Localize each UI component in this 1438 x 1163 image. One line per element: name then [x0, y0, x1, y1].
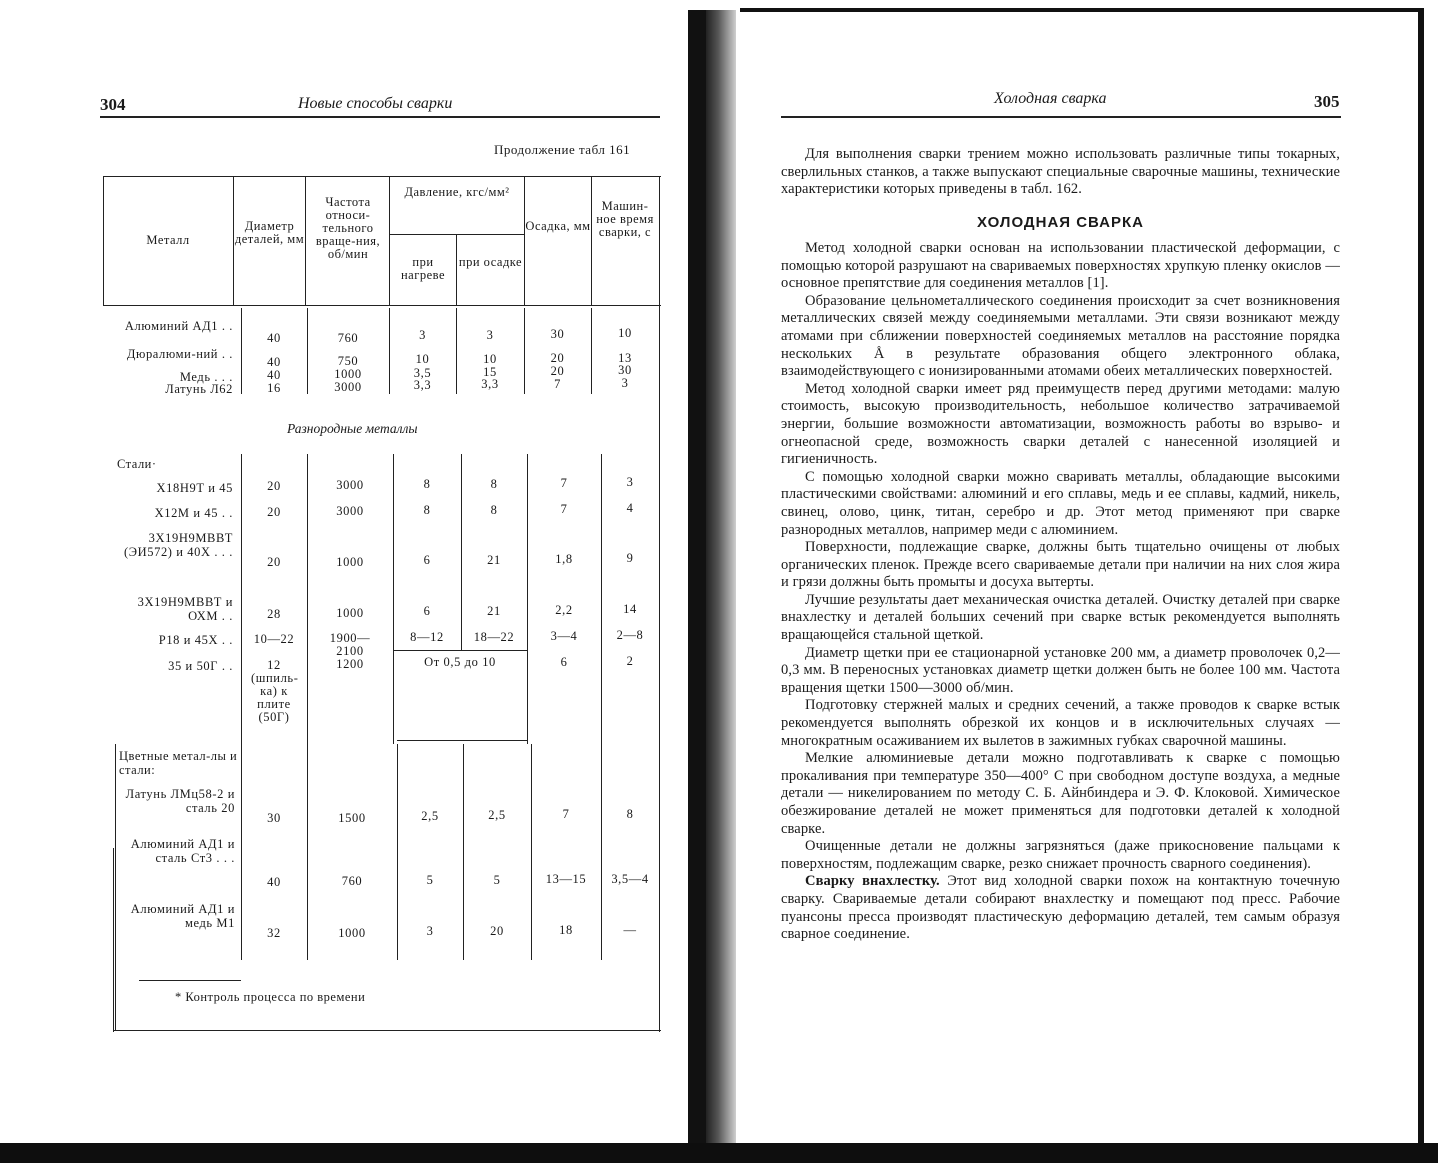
colored-row-3-u: 18: [559, 923, 573, 937]
header-pressure-heat: при нагреве: [400, 255, 446, 282]
scan-bottom-edge: [0, 1143, 1438, 1163]
steel-row-4-n: 1000: [336, 606, 364, 620]
row-t-dur: 13: [618, 351, 632, 365]
steel-row-2-pu: 8: [490, 503, 498, 517]
colored-row-1-ph: 2,5: [421, 809, 439, 823]
steel-row-6-u: 6: [560, 655, 568, 669]
header-machine-time: Машин-ное время сварки, с: [596, 199, 654, 239]
colored-row-2-d: 40: [267, 875, 281, 889]
colored-block-top-line: [397, 740, 527, 741]
row-pu-dur: 10: [483, 352, 497, 366]
paragraph-9: Мелкие алюминиевые детали можно подготавливать к сварке с помощью прокаливания при температуре 350—400° С при свободном доступе воздуха, а медные детали — никелированием по методу С. Б. Айнбиндера и Э. Ф. Клоковой. Химическое обезжирование деталей не может применяться для подготовки деталей к холодной сварке.: [781, 750, 1340, 837]
colored-row-2-t: 3,5—4: [611, 872, 649, 886]
colored-row-1-d: 30: [267, 811, 281, 825]
steel-row-1-d: 20: [267, 479, 281, 493]
header-rotation: Частота относи-тельного враще-ния, об/мин: [315, 195, 381, 261]
section-heading: ХОЛОДНАЯ СВАРКА: [977, 214, 1144, 231]
row-u-al: 30: [550, 327, 565, 341]
row-d-brass: 16: [267, 381, 281, 395]
steel-row-2-d: 20: [267, 505, 281, 519]
paragraph-4: С помощью холодной сварки можно сваривать металлы, обладающие высокими пластическими свойствами: алюминий и его сплавы, медь и ее сплавы, кадмий, никель, свинец, олово, цинк, титан, серебро и др. Этот метод применяют при сварке разнородных металлов, например меди с алюминием.: [781, 468, 1340, 538]
steel-row-4-d: 28: [267, 607, 281, 621]
table-right-border: [659, 176, 660, 1032]
colored-row-3-n: 1000: [338, 926, 366, 940]
row-ph-dur: 10: [415, 352, 430, 366]
steel-row-3-pu: 21: [487, 553, 501, 567]
colored-row-2-u: 13—15: [545, 872, 587, 886]
table-bottom-border: [113, 1030, 661, 1031]
header-pressure: Давление, кгс/мм²: [404, 185, 510, 199]
steel-row-6-d: 12 (шпиль-ка) к плите (50Г): [251, 658, 299, 724]
steel-row-5-metal: Р18 и 45Х . .: [158, 633, 233, 647]
steel-row-3-u: 1,8: [555, 552, 573, 566]
footnote-rule: [139, 980, 241, 981]
row-pu-cu: 15: [483, 365, 497, 379]
table-top-border: [103, 176, 661, 177]
col-line-6: [591, 176, 592, 306]
steel-row-4-u: 2,2: [555, 603, 573, 617]
steel-row-4-metal: 3Х19Н9МВВТ и ОХМ . .: [137, 595, 233, 623]
paragraph-1: Метод холодной сварки основан на использовании пластической деформации, с помощью которой разрушают на свариваемых поверхностях хрупкую пленку окислов — основное препятствие для соединения металлов [1].: [781, 240, 1340, 292]
pressure-subheader-line: [389, 234, 524, 235]
colored-row-2-n: 760: [341, 874, 363, 888]
row-metal-al: Алюминий АД1 . .: [124, 319, 233, 333]
steel-row-5-pu: 18—22: [473, 630, 515, 644]
merged-pressure-top-line: [393, 650, 527, 651]
steel-row-3-ph: 6: [423, 553, 431, 567]
row-d-cu: 40: [267, 368, 281, 382]
book-spine-shadow: [688, 10, 708, 1160]
steel-row-1-metal: Х18Н9Т и 45: [156, 481, 233, 495]
col-line-2: [305, 176, 306, 306]
row-n-cu: 1000: [334, 367, 362, 381]
steel-row-3-metal: 3Х19Н9МВВТ (ЭИ572) и 40Х . . .: [124, 531, 233, 559]
steel-row-5-n: 1900—2100: [329, 631, 371, 658]
colored-row-3-t: —: [623, 923, 637, 937]
colored-row-3-ph: 3: [426, 924, 434, 938]
row-u-dur: 20: [550, 351, 565, 365]
colored-row-2-metal: Алюминий АД1 и сталь Ст3 . . .: [130, 837, 235, 865]
colored-row-3-d: 32: [267, 926, 281, 940]
book-spine-gradient: [706, 10, 736, 1160]
intro-text: Для выполнения сварки трением можно использовать различные типы токарных, сверлильных станков, а также выпускают специальные сварочные машины, технические характеристики которых приведены в табл. 162.: [781, 146, 1340, 198]
page-right-edge: [1418, 8, 1424, 1158]
row-pu-brass: 3,3: [481, 377, 499, 391]
steel-row-3-t: 9: [626, 551, 634, 565]
steel-row-2-u: 7: [560, 502, 568, 516]
steel-row-4-pu: 21: [487, 604, 501, 618]
steels-label: Стали·: [117, 457, 157, 471]
header-metal: Металл: [146, 233, 190, 247]
row-t-brass: 3: [621, 376, 629, 390]
paragraph-10: Очищенные детали не должны загрязняться (даже прикосновение пальцами к поверхностям, подлежащим сварке, резко снижает прочность сварного соединения).: [781, 838, 1340, 872]
page-top-edge: [740, 8, 1420, 12]
colored-row-3-metal: Алюминий АД1 и медь М1: [130, 902, 235, 930]
body-col-line-6b: [601, 454, 602, 744]
paragraph-5: Поверхности, подлежащие сварке, должны быть тщательно очищены от любых органических пленок. Прежде всего свариваемые детали при наличии на них слоя жира и грязи должны быть промыты и досуха вытерты.: [781, 539, 1340, 591]
paragraph-8: Подготовку стержней малых и средних сечений, а также проводов к сварке встык рекомендуется выполнять обрезкой их концов и в исключительных случаях — многократным осаживанием их вылетов в зажимных губках сварочной машины.: [781, 697, 1340, 749]
row-n-brass: 3000: [334, 380, 362, 394]
colored-row-1-metal: Латунь ЛМц58-2 и сталь 20: [125, 787, 235, 815]
colored-row-1-n: 1500: [338, 811, 366, 825]
steel-row-1-n: 3000: [336, 478, 364, 492]
right-page-number: 305: [1314, 92, 1340, 111]
paragraph-6: Лучшие результаты дает механическая очистка деталей. Очистку деталей при сварке внахлестку и деталей больших сечений при сварке встык рекомендуется выполнять вращающейся стальной щеткой.: [781, 591, 1340, 644]
row-u-brass: 7: [554, 377, 561, 391]
row-n-al: 760: [337, 331, 359, 345]
steel-row-1-pu: 8: [490, 477, 498, 491]
row-ph-al: 3: [419, 328, 426, 342]
row-metal-brass: Латунь Л62: [165, 382, 233, 396]
row-d-dur: 40: [267, 355, 281, 369]
header-pressure-upset: при осадке: [458, 255, 523, 269]
body-col-line-0c: [115, 744, 116, 1030]
steel-row-6-n: 1200: [336, 657, 364, 671]
steel-row-4-ph: 6: [423, 604, 431, 618]
colored-row-3-pu: 20: [490, 924, 504, 938]
steel-row-3-d: 20: [267, 555, 281, 569]
header-upset: Осадка, мм: [525, 219, 591, 233]
row-d-al: 40: [267, 331, 281, 345]
table-header-bottom: [103, 305, 661, 306]
steel-row-2-n: 3000: [336, 504, 364, 518]
row-t-al: 10: [618, 326, 632, 340]
paragraph-2: Образование цельнометаллического соединения происходит за счет возникновения металлических связей между соединяемыми металлами. Эти связи возникают между атомами при сближении поверхностей соединяемых металлов на расстояние порядка нескольких Å в результате образования общего электронного облака, взаимодействующего с ионизированными атомами обеих металлических поверхностей.: [781, 292, 1340, 380]
body-col-line-5b: [527, 454, 528, 744]
data-table: [103, 168, 661, 1032]
steel-row-2-metal: Х12М и 45 . .: [154, 506, 233, 520]
right-head-rule: [781, 116, 1341, 118]
steel-row-1-ph: 8: [423, 477, 431, 491]
steel-row-6-pressure: От 0,5 до 10: [424, 655, 496, 669]
steel-row-2-t: 4: [626, 501, 634, 515]
steel-row-1-t: 3: [626, 475, 634, 489]
table-continuation: Продолжение табл 161: [494, 142, 631, 157]
intro-paragraph: [781, 146, 1340, 199]
lap-welding-text: Этот вид холодной сварки похож на контактную точечную сварку. Свариваемые детали собирают внахлестку и помещают под пресс. Рабочие пуансоны пресса производят пластическую деформацию деталей, тем самым образуя сварное соединение.: [781, 873, 1340, 943]
col-line-4: [456, 234, 457, 306]
steel-row-5-u: 3—4: [550, 629, 578, 643]
colored-row-1-t: 8: [626, 807, 634, 821]
steel-row-6-metal: 35 и 50Г . .: [168, 659, 233, 673]
section-mixed-metals: Разнородные металлы: [287, 421, 418, 436]
row-ph-cu: 3,5: [413, 366, 432, 380]
colored-row-2-ph: 5: [426, 873, 434, 887]
steel-row-5-d: 10—22: [253, 632, 295, 646]
body-col-line-1b: [241, 454, 242, 744]
row-pu-al: 3: [486, 328, 494, 342]
left-page-number: 304: [100, 95, 126, 114]
row-ph-brass: 3,3: [413, 378, 432, 392]
steel-row-5-t: 2—8: [616, 628, 644, 642]
row-metal-dur: Дюралюми-ний . .: [126, 347, 233, 361]
paragraph-3: Метод холодной сварки имеет ряд преимуществ перед другими методами: малую стоимость, высокую производительность, небольшое количество затрачиваемой энергии, большие возможности автоматизации, возможность работы во взрыво- и огнеопасной среде, возможность сварки деталей с нанесенной изоляцией и гигиеничность.: [781, 380, 1340, 468]
colored-row-1-u: 7: [562, 807, 570, 821]
steel-row-3-n: 1000: [336, 555, 364, 569]
colored-row-1-pu: 2,5: [488, 808, 506, 822]
lap-welding-term: Сварку внахлестку.: [805, 873, 940, 890]
col-line-3: [389, 176, 390, 306]
col-line-5: [524, 176, 525, 306]
paragraph-7: Диаметр щетки при ее стационарной установке 200 мм, а диаметр проволочек 0,2—0,3 мм. В переносных установках диаметр щетки должен быть не более 100 мм. Частота вращения щетки 1500—3000 об/мин.: [781, 644, 1340, 696]
header-diameter: Диаметр деталей, мм: [234, 219, 305, 246]
paragraph-lap-welding: [781, 873, 1340, 943]
colored-metals-label: Цветные метал-лы и стали:: [119, 749, 238, 777]
steel-row-6-t: 2: [626, 654, 634, 668]
steel-row-1-u: 7: [560, 476, 568, 490]
row-t-cu: 30: [618, 363, 632, 377]
steel-row-4-t: 14: [623, 602, 637, 616]
row-u-cu: 20: [550, 364, 565, 378]
left-head-rule: [100, 116, 660, 118]
body-col-line-2b: [307, 454, 308, 744]
right-running-head: Холодная сварка: [994, 90, 1107, 107]
row-metal-cu: Медь . . .: [179, 370, 233, 384]
colored-row-2-pu: 5: [493, 873, 501, 887]
table-footnote: * Контроль процесса по времени: [175, 990, 366, 1004]
left-running-head: Новые способы сварки: [298, 95, 453, 112]
body-text: [781, 240, 1340, 944]
steel-row-2-ph: 8: [423, 503, 431, 517]
steel-row-5-ph: 8—12: [410, 630, 444, 644]
row-n-dur: 750: [337, 354, 359, 368]
